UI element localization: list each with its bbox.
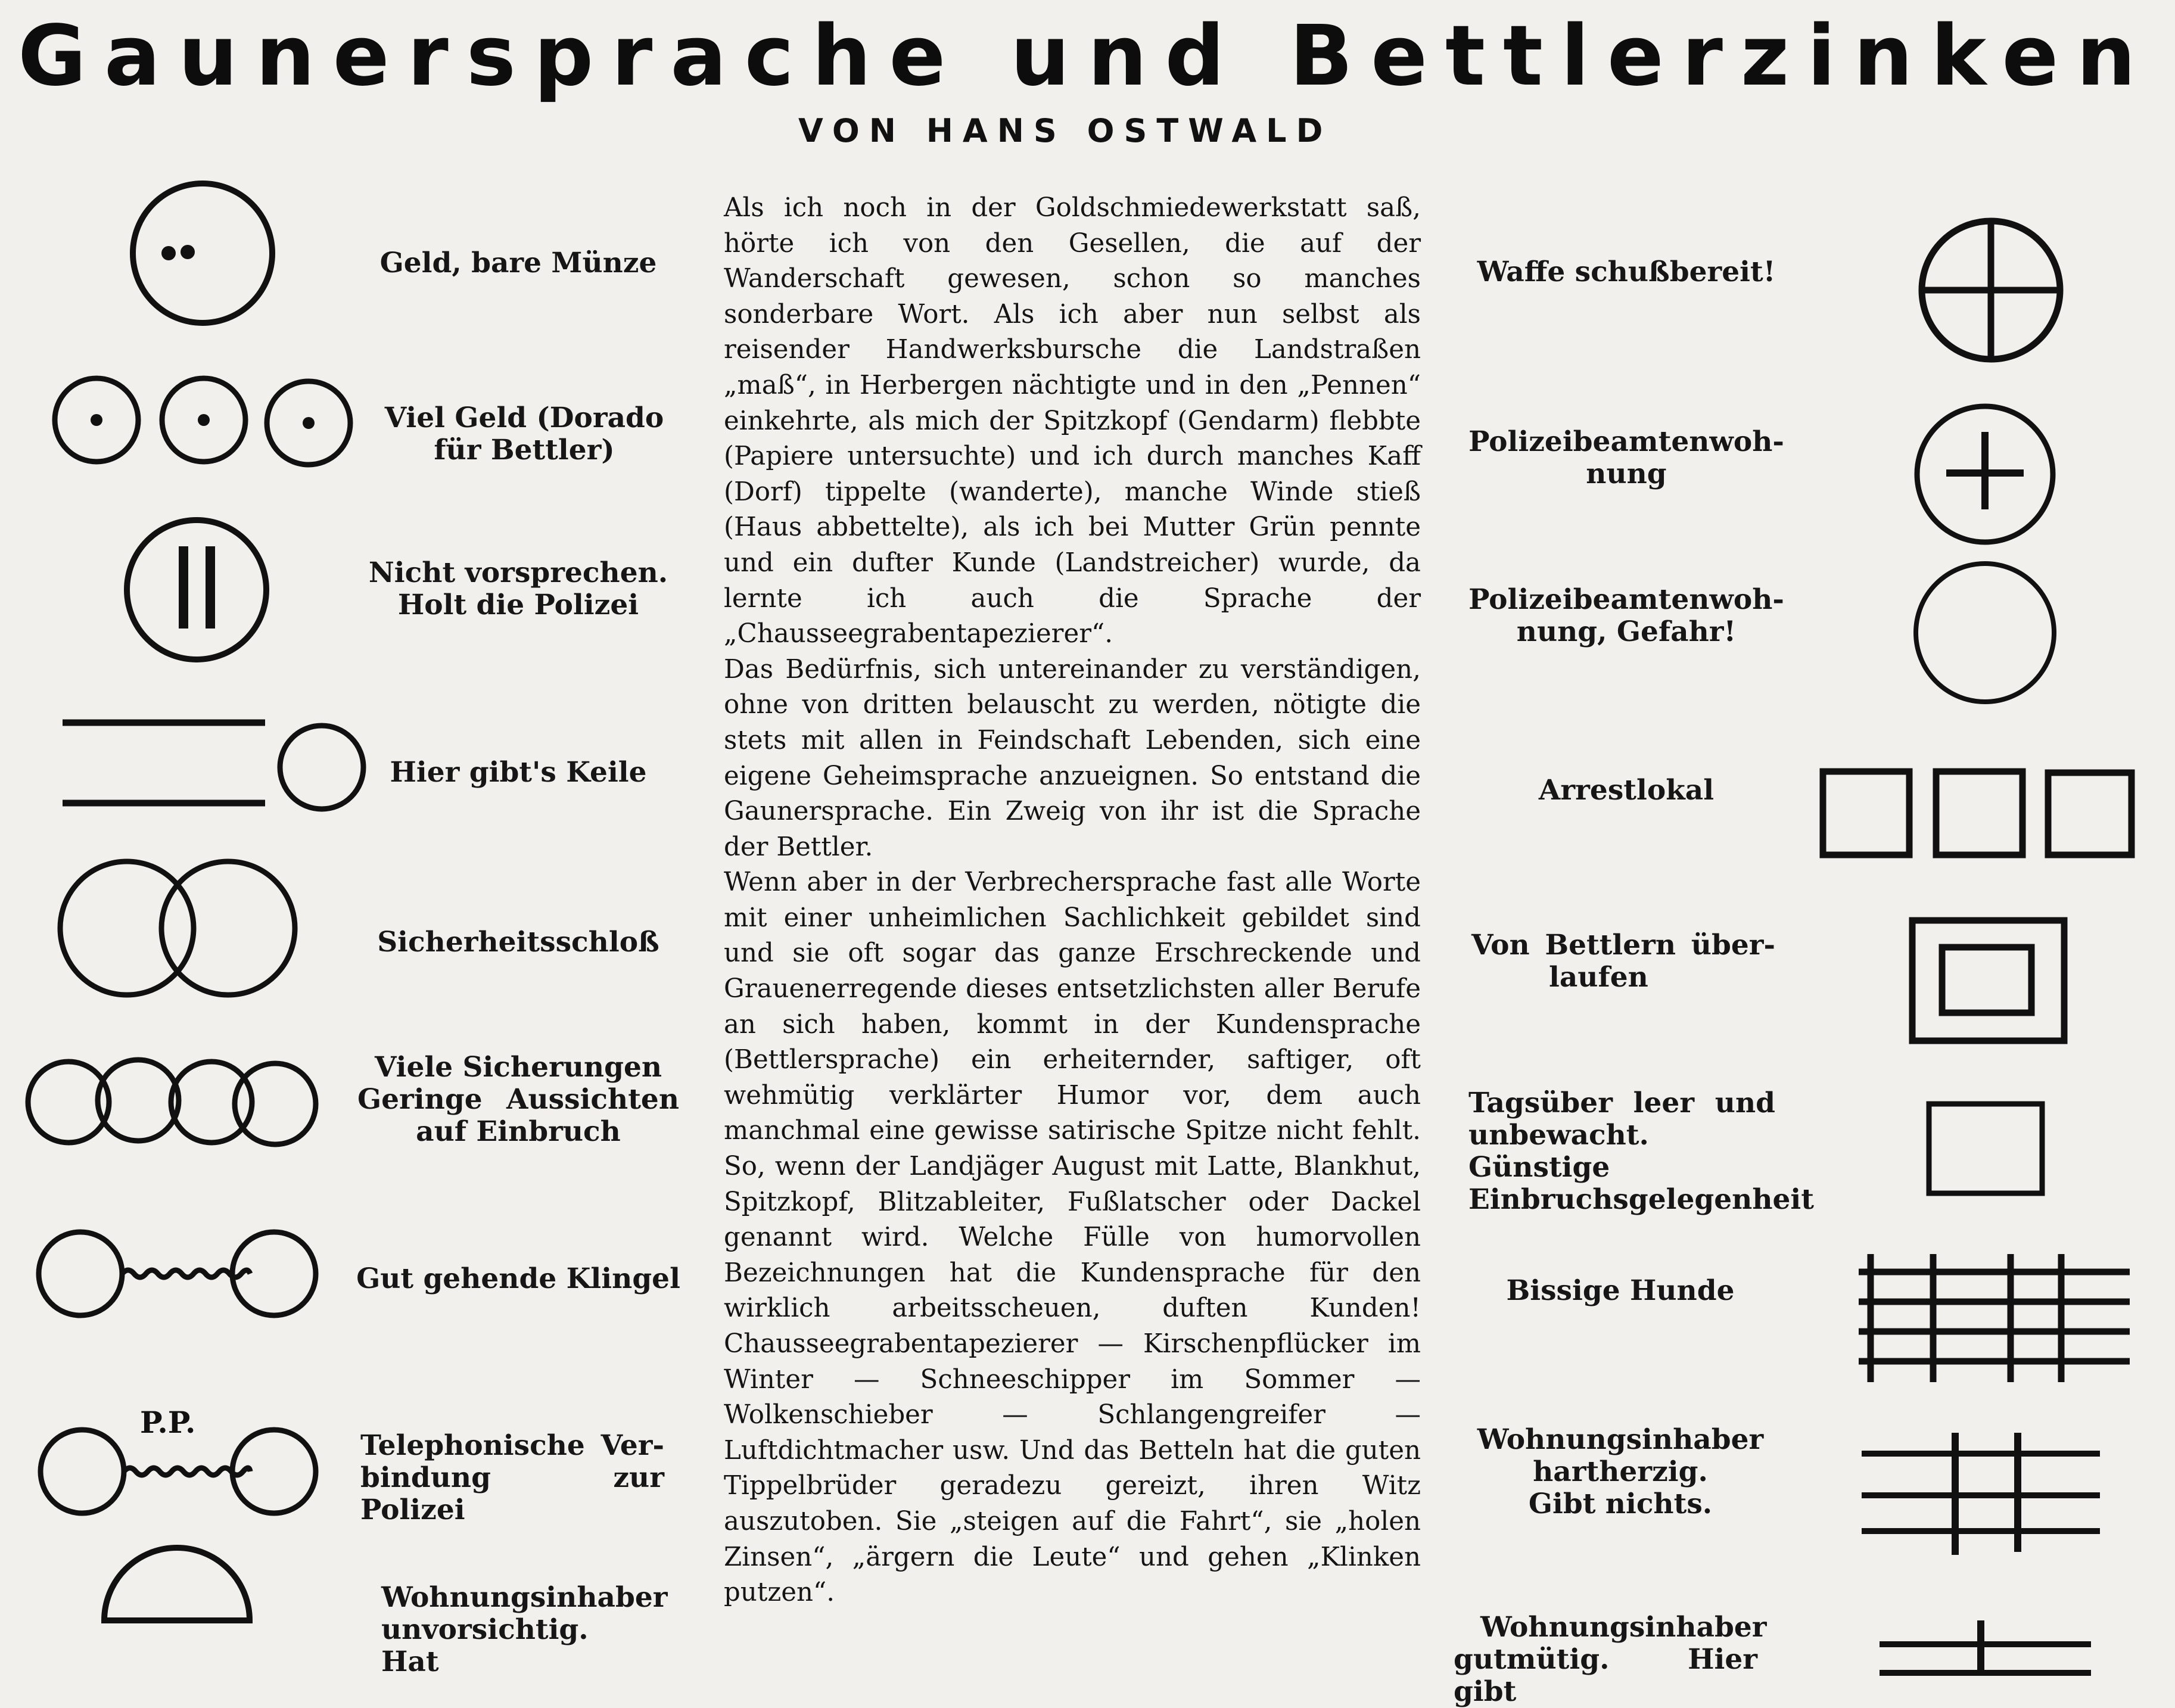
bell-wire-icon [33,1227,331,1323]
sign-label: Sicherheitsschloß [377,926,659,959]
sign-label: Bissige Hunde [1506,1274,1735,1307]
sign-label: Wohnungsinhaber unvorsichtig. Hat [381,1581,668,1678]
sign-label: Geld, bare Münze [379,247,657,279]
sign-label: Polizeibeamtenwoh- nung, Gefahr! [1468,583,1784,648]
sign-label: Gut gehende Klingel [356,1262,680,1295]
author-line: VON HANS OSTWALD [798,112,1333,150]
half-circle-icon [98,1543,259,1632]
sign-label: Hier gibt's Keile [390,756,647,789]
paragraph: Als ich noch in der Goldschmiedewerkstatt saß, hörte ich von den Gesellen, die auf der Wanderschaft gewesen, schon so manches sonderbare Wort. Als ich aber nun selbst als reisender Handwerksbursche die Landstraßen „maß“, in Herbergen nächtigte und in den „Pennen“ einkehrte, als mich der Spitzkopf (Gendarm) flebbte (Papiere untersuchte) und ich durch manches Kaff (Dorf) tippelte (wanderte), manche Winde stieß (Haus abbettelte), als ich bei Mutter Grün pennte und ein dufter Kunde (Landstreicher) wurde, da lernte ich auch die Sprache der „Chausseegrabentapezierer“. [724,193,1421,649]
paragraph: Das Bedürfnis, sich untereinander zu verständigen, ohne von dritten belauscht zu werden, nötigte die stets mit allen in Feindschaft Lebenden, sich eine eigene Geheimsprache anzueignen. So entstand die Gaunersprache. Ein Zweig von ihr ist die Sprache der Bettler. [724,654,1421,862]
crossed-circle-icon [1918,217,2067,366]
telephone-pp-icon [36,1400,334,1513]
circle-plus-icon [1912,405,2061,554]
sign-label: Viele Sicherungen Geringe Aussichten auf Einbruch [357,1051,679,1148]
sign-label: Tagsüber leer und unbewacht. Günstige Einbruchsgelegenheit [1468,1087,1814,1216]
sign-label: Wohnungsinhaber hartherzig. Gibt nichts. [1477,1423,1764,1520]
sign-label: Polizeibeamtenwoh- nung [1468,425,1784,490]
overlapping-circles-icon [57,858,313,1001]
cross-lines-icon [1880,1620,2118,1676]
fence-icon [1862,1430,2112,1567]
article-body [724,191,1421,1611]
sign-label: Nicht vorsprechen. Holt die Polizei [368,556,668,621]
three-squares-icon [1817,766,2139,861]
page-title: Gaunersprache und Bettlerzinken [18,8,2154,105]
sign-label: Telephonische Ver- bindung zur Polizei [360,1429,664,1526]
circle-two-bars-icon [122,515,271,664]
single-square-icon [1924,1099,2049,1200]
four-chained-circles-icon [24,1057,328,1153]
paragraph: Wenn aber in der Verbrechersprache fast alle Worte mit einer unheimlichen Sachlichkeit gebildet sind und sie oft sogar das ganze Erschreckende und Grauenerregende dieses entsetzlichsten aller Berufe an sich haben, kommt in der Kundensprache (Bettlersprache) ein erheiternder, saftiger, oft wehmütig verklärter Humor vor, dem auch manchmal eine gewisse satirische Spitze nicht fehlt. So, wenn der Landjäger August mit Latte, Blankhut, Spitzkopf, Blitzableiter, Fußlatscher oder Dackel genannt wird. Welche Fülle von humorvollen Bezeichnungen hat die Kundensprache für den wirklich arbeitsscheuen, duften Kunden! Chausseegrabentapezierer — Kirschenpflücker im Winter — Schneeschipper im Sommer — Wolkenschieber — Schlangengreifer — Luftdichtmacher usw. Und das Betteln hat die guten Tippelbrüder geradezu gereizt, ihren Witz auszutoben. Sie „steigen auf die Fahrt“, sie „holen Zinsen“, „ärgern die Leute“ und gehen „Klinken putzen“. [724,867,1421,1608]
three-dotted-circles-icon [48,375,357,471]
two-dot-circle-icon [128,179,277,328]
sign-label: Viel Geld (Dorado für Bettler) [384,402,664,466]
empty-circle-icon [1912,560,2061,709]
grid-icon [1859,1242,2139,1391]
sign-label-pp: P.P. [140,1405,196,1440]
sign-label: Von Bettlern über- laufen [1471,929,1775,994]
two-lines-circle-icon [60,715,369,816]
sign-label: Arrestlokal [1538,774,1715,807]
sign-label: Wohnungsinhaber gutmütig. Hier gibt [1454,1611,1767,1708]
sign-label: Waffe schußbereit! [1477,256,1776,288]
nested-squares-icon [1906,914,2073,1049]
